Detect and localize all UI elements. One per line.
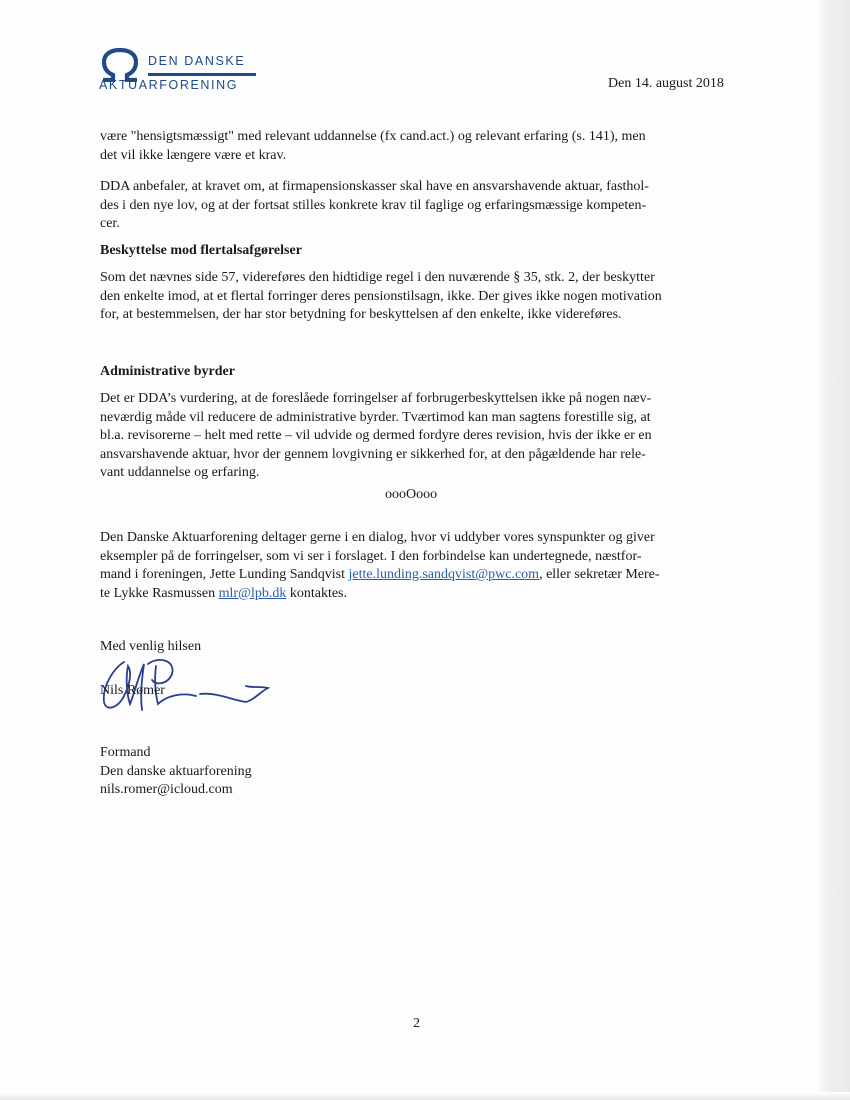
- paragraph-3: [100, 269, 736, 325]
- logo-rule: [148, 73, 256, 76]
- logo-text-line2: AKTUARFORENING: [99, 78, 239, 92]
- text-line: eksempler på de forringelser, som vi ser i forslaget. I den forbindelse kan undertegnede, næstfor-: [100, 548, 642, 564]
- section-heading-administrative: Administrative byrder: [100, 364, 235, 379]
- text-line: [100, 566, 736, 585]
- section-separator: oooOooo: [385, 487, 438, 502]
- signer-organization: Den danske aktuarforening: [100, 763, 252, 779]
- text-line: bl.a. revisorerne – helt med rette – vil udvide og dermed fordyre deres revision, hvis der ikke er en: [100, 428, 652, 443]
- text-line: være "hensigtsmæssigt" med relevant uddannelse (fx cand.act.) og relevant erfaring (s. 141), men: [100, 129, 646, 144]
- text-span: , eller sekretær Mere-: [539, 567, 660, 582]
- text-line: den enkelte imod, at et flertal forringer deres pensionstilsagn, ikke. Der gives ikke nogen motivation: [100, 288, 662, 304]
- omega-logo-icon: [98, 48, 142, 82]
- text-line: vant uddannelse og erfaring.: [100, 465, 260, 480]
- text-span: te Lykke Rasmussen: [100, 585, 219, 601]
- page-bottom-shadow: [0, 1092, 850, 1100]
- email-link-jette[interactable]: jette.lunding.sandqvist@pwc.com: [348, 567, 540, 582]
- text-line: [100, 585, 736, 604]
- text-line: for, at bestemmelsen, der har stor betydning for beskyttelsen af den enkelte, ikke videreføres.: [100, 307, 622, 322]
- logo-text-line1: DEN DANSKE: [148, 54, 246, 68]
- letter-date: Den 14. august 2018: [608, 76, 724, 91]
- text-line: Den Danske Aktuarforening deltager gerne i en dialog, hvor vi uddyber vores synspunkter og giver: [100, 530, 655, 545]
- signer-email: nils.romer@icloud.com: [100, 782, 233, 797]
- paragraph-5: [100, 529, 736, 603]
- text-line: des i den nye lov, og at der fortsat stilles konkrete krav til faglige og erfaringsmæssige kompeten-: [100, 197, 647, 213]
- text-line: neværdig måde vil reducere de administrative byrder. Tværtimod kan man sagtens forestille sig, at: [100, 409, 651, 425]
- paragraph-4: [100, 390, 736, 483]
- section-heading-flertal: Beskyttelse mod flertalsafgørelser: [100, 243, 302, 258]
- paragraph-2: [100, 178, 736, 234]
- text-span: mand i foreningen, Jette Lunding Sandqvist: [100, 567, 349, 582]
- page-edge-shadow: [814, 0, 850, 1100]
- closing-greeting: Med venlig hilsen: [100, 639, 202, 654]
- signer-title: Formand: [100, 745, 151, 760]
- paragraph-1: [100, 128, 736, 165]
- text-line: Som det nævnes side 57, videreføres den hidtidige regel i den nuværende § 35, stk. 2, der beskytter: [100, 270, 655, 285]
- email-link-mlr[interactable]: mlr@lpb.dk: [218, 585, 287, 601]
- page-number: 2: [413, 1016, 420, 1031]
- dda-logo: [98, 48, 268, 94]
- text-line: ansvarshavende aktuar, hvor der gennem lovgivning er sikkerhed for, at den pågældende har rele-: [100, 446, 646, 462]
- signer-name: Nils Rømer: [100, 683, 165, 698]
- text-line: DDA anbefaler, at kravet om, at firmapensionskasser skal have en ansvarshavende aktuar, fasthol-: [100, 179, 649, 194]
- text-line: cer.: [100, 216, 120, 231]
- text-span: kontaktes.: [286, 585, 347, 601]
- signer-details: [100, 744, 252, 800]
- text-line: Det er DDA’s vurdering, at de foreslåede forringelser af forbrugerbeskyttelsen ikke på nogen næv-: [100, 391, 652, 406]
- text-line: det vil ikke længere være et krav.: [100, 147, 287, 163]
